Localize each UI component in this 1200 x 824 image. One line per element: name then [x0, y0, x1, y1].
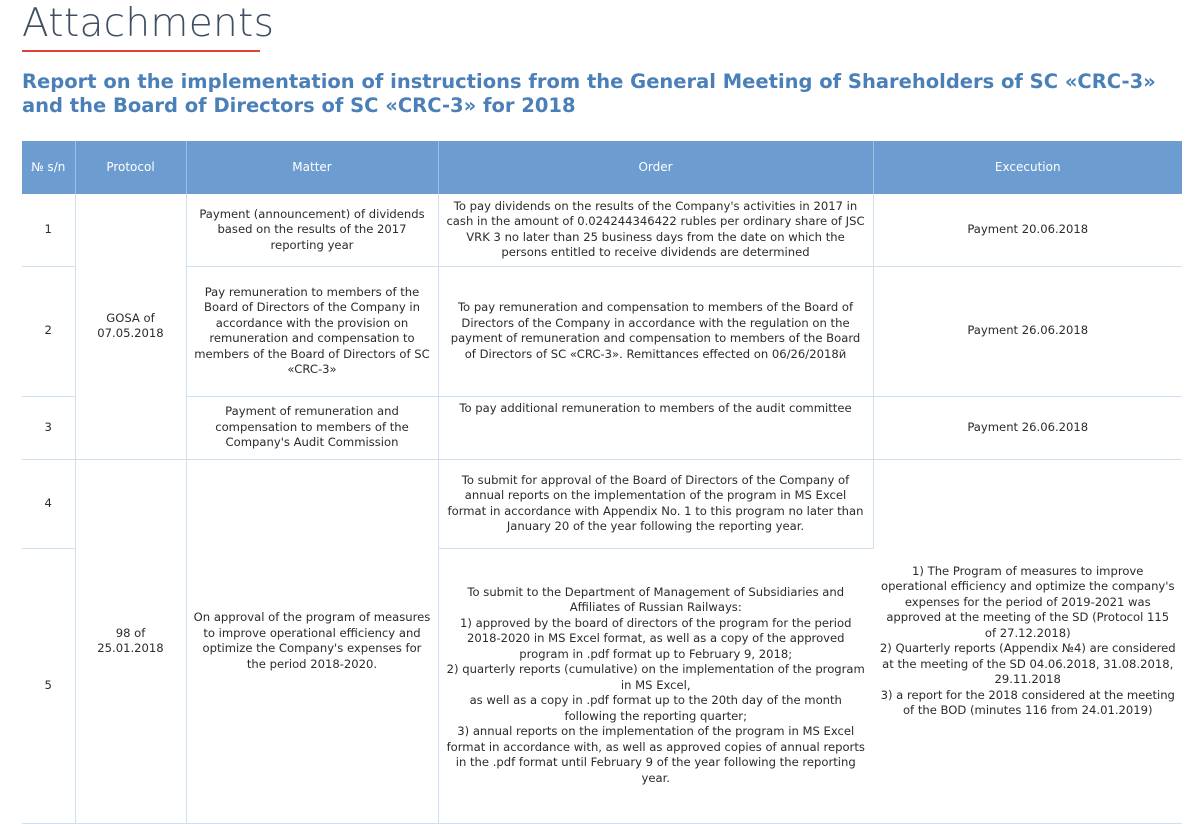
protocol-cell: 98 of 25.01.2018: [75, 459, 186, 823]
header-matter: Matter: [186, 141, 438, 194]
protocol-cell: GOSA of 07.05.2018: [75, 194, 186, 459]
order-cell: To submit for approval of the Board of Directors of the Company of annual reports on the implementation of the program in MS Excel format in accordance with Appendix No. 1 to this program no later than January 20 of the year following the reporting year.: [438, 459, 873, 548]
execution-cell: Payment 26.06.2018: [873, 266, 1182, 396]
order-cell: To pay remuneration and compensation to members of the Board of Directors of the Company in accordance with the regulation on the payment of remuneration and compensation to members of the Board of Directors of SC «CRC-3». Remittances effected on 06/26/2018й: [438, 266, 873, 396]
heading-underline: [22, 50, 260, 52]
execution-cell: 1) The Program of measures to improve operational efficiency and optimize the company's expenses for the period of 2019-2021 was approved at the meeting of the SD (Protocol 115 of 27.12.2018) 2) Quarterly reports (Appendix №4) are considered at the meeting of the SD 04.06.2018, 31.08.2018, 29.11.2018 3) a report for the 2018 considered at the meeting of the BOD (minutes 116 from 24.01.2019): [873, 459, 1182, 823]
table-row: [22, 194, 1182, 266]
row-number: 3: [22, 396, 75, 459]
matter-cell: Payment (announcement) of dividends based on the results of the 2017 reporting year: [186, 194, 438, 266]
report-title: Report on the implementation of instructions from the General Meeting of Shareholders of SC «CRC-3» and the Board of Directors of SC «CRC-3» for 2018: [22, 70, 1156, 117]
execution-cell: Payment 26.06.2018: [873, 396, 1182, 459]
order-cell: To submit to the Department of Management of Subsidiaries and Affiliates of Russian Railways: 1) approved by the board of directors of the program for the period 2018-2020 in MS Excel format, as well as a copy of the approved program in .pdf format up to February 9, 2018; 2) quarterly reports (cumulative) on the implementation of the program in MS Excel, as well as a copy in .pdf format up to the 20th day of the month following the reporting quarter; 3) annual reports on the implementation of the program in MS Excel format in accordance with, as well as approved copies of annual reports in the .pdf format until February 9 of the year following the reporting year.: [438, 548, 873, 823]
table-row: [22, 396, 1182, 459]
header-protocol: Protocol: [75, 141, 186, 194]
row-number: 4: [22, 459, 75, 548]
row-number: 1: [22, 194, 75, 266]
instructions-table: [22, 141, 1182, 824]
matter-cell: Payment of remuneration and compensation to members of the Company's Audit Commission: [186, 396, 438, 459]
row-number: 2: [22, 266, 75, 396]
order-cell: To pay dividends on the results of the Company's activities in 2017 in cash in the amount of 0.024244346422 rubles per ordinary share of JSC VRK 3 no later than 25 business days from the date on which the persons entitled to receive dividends are determined: [438, 194, 873, 266]
table-row: [22, 459, 1182, 548]
table-row: [22, 266, 1182, 396]
matter-cell: On approval of the program of measures to improve operational efficiency and optimize the Company's expenses for the period 2018-2020.: [186, 459, 438, 823]
header-execution: Excecution: [873, 141, 1182, 194]
row-number: 5: [22, 548, 75, 823]
execution-cell: Payment 20.06.2018: [873, 194, 1182, 266]
page-heading: Attachments: [22, 1, 275, 46]
order-cell: To pay additional remuneration to members of the audit committee: [438, 396, 873, 459]
header-number: № s/n: [22, 141, 75, 194]
matter-cell: Pay remuneration to members of the Board of Directors of the Company in accordance with the provision on remuneration and compensation to members of the Board of Directors of SC «CRC-3»: [186, 266, 438, 396]
table-header-row: [22, 141, 1182, 194]
header-order: Order: [438, 141, 873, 194]
